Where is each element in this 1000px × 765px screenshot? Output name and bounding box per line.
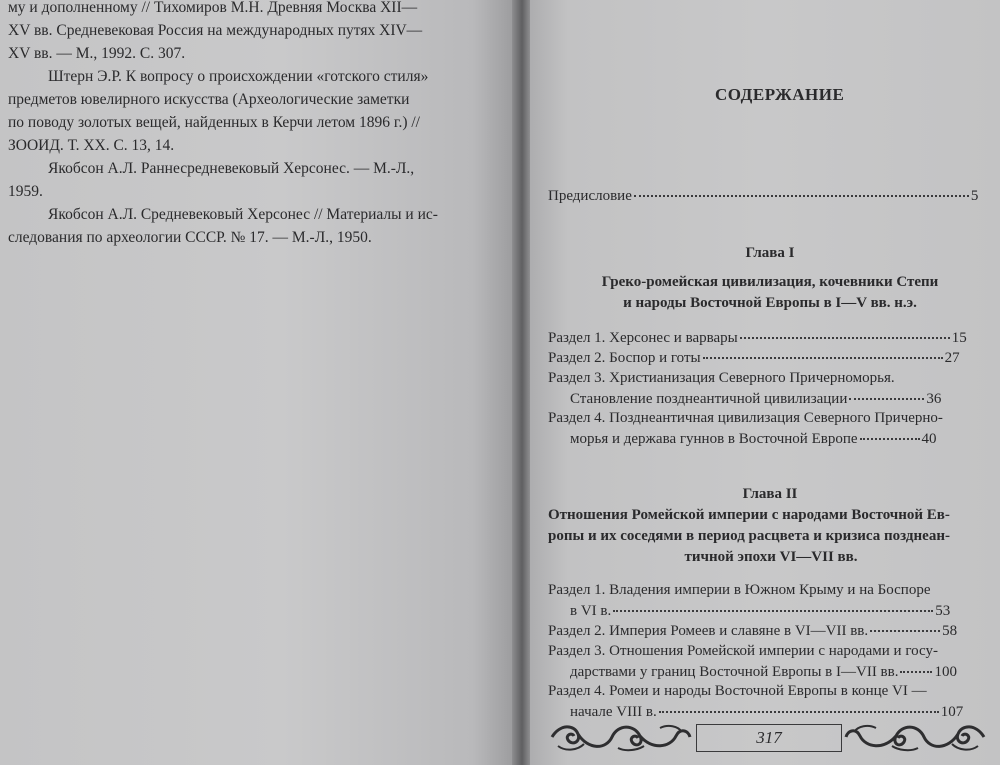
toc-row-page: 5 bbox=[970, 188, 979, 204]
toc-row-label: Предисловие bbox=[548, 188, 632, 204]
chapter-2-title-line: тичной эпохи VI—VII вв. bbox=[684, 549, 858, 565]
toc-row-page: 36 bbox=[926, 391, 942, 407]
toc-row-label: Раздел 3. Христианизация Северного Причерноморья. bbox=[548, 370, 895, 386]
leader-dots bbox=[900, 671, 932, 673]
chapter-2-label: Глава II bbox=[742, 486, 798, 502]
bibliography-line: предметов ювелирного искусства (Археологические заметки bbox=[8, 91, 410, 108]
leader-dots bbox=[740, 337, 950, 339]
bibliography-line: по поводу золотых вещей, найденных в Керчи летом 1896 г.) // bbox=[8, 114, 420, 131]
toc-row-label: Раздел 4. Ромеи и народы Восточной Европы в конце VI — bbox=[548, 683, 927, 699]
toc-row-label-cont: в VI в. bbox=[570, 603, 612, 619]
toc-row[interactable] bbox=[548, 368, 998, 410]
toc-row-label: Раздел 2. Боспор и готы bbox=[548, 350, 701, 366]
toc-row-page: 58 bbox=[942, 623, 958, 639]
toc-row[interactable] bbox=[548, 641, 998, 683]
chapter-2-title-line: ропы и их соседями в период расцвета и кризиса позднеан- bbox=[548, 528, 950, 544]
toc-row-label: Раздел 1. Владения империи в Южном Крыму и на Боспоре bbox=[548, 582, 931, 598]
bibliography-line: XV вв. Средневековая Россия на международных путях XIV— bbox=[8, 22, 423, 39]
toc-row-label-cont: Становление позднеантичной цивилизации bbox=[570, 391, 848, 407]
toc-row-label: Раздел 1. Херсонес и варвары bbox=[548, 330, 738, 346]
leader-dots bbox=[613, 610, 933, 612]
scroll-ornament-right bbox=[843, 722, 988, 752]
leader-dots bbox=[870, 630, 940, 632]
toc-row-page: 107 bbox=[940, 704, 964, 720]
chapter-1-title bbox=[550, 272, 990, 314]
toc-row-page: 15 bbox=[951, 330, 967, 346]
toc-row-page: 40 bbox=[921, 431, 937, 447]
toc-row-label-cont: дарствами у границ Восточной Европы в I—VII вв. bbox=[570, 664, 899, 680]
book-gutter bbox=[512, 0, 532, 765]
toc-row[interactable] bbox=[548, 621, 998, 642]
toc-row-label: Раздел 3. Отношения Ромейской империи с народами и госу- bbox=[548, 643, 938, 659]
page-footer bbox=[548, 718, 988, 758]
toc-title: СОДЕРЖАНИЕ bbox=[715, 85, 845, 104]
toc-row[interactable] bbox=[548, 580, 998, 622]
bibliography-line: Штерн Э.Р. К вопросу о происхождении «готского стиля» bbox=[48, 68, 429, 85]
toc-row[interactable] bbox=[548, 408, 998, 450]
toc-row[interactable] bbox=[548, 681, 998, 723]
toc-row-label: Раздел 4. Позднеантичная цивилизация Северного Причерно- bbox=[548, 410, 943, 426]
toc-row-page: 53 bbox=[935, 603, 951, 619]
toc-row[interactable] bbox=[548, 348, 998, 369]
page-number: 317 bbox=[696, 724, 842, 752]
leader-dots bbox=[849, 398, 924, 400]
chapter-2-title bbox=[548, 505, 994, 568]
toc-row[interactable] bbox=[548, 328, 998, 349]
toc-row-page: 100 bbox=[934, 664, 957, 680]
leader-dots bbox=[860, 438, 920, 440]
bibliography-line: 1959. bbox=[8, 183, 43, 200]
chapter-1-title-line: Греко-ромейская цивилизация, кочевники Степи bbox=[601, 274, 939, 290]
toc-row-preface[interactable] bbox=[548, 186, 998, 207]
toc-row-page: 27 bbox=[944, 350, 960, 366]
scroll-ornament-left bbox=[548, 722, 693, 752]
bibliography-line: му и дополненному // Тихомиров М.Н. Древняя Москва XII— bbox=[8, 0, 418, 16]
toc-row-label: Раздел 2. Империя Ромеев и славяне в VI—VII вв. bbox=[548, 623, 869, 639]
bibliography-line: следования по археологии СССР. № 17. — М.-Л., 1950. bbox=[8, 229, 372, 246]
bibliography-line: Якобсон А.Л. Средневековый Херсонес // Материалы и ис- bbox=[48, 206, 438, 223]
bibliography-line: Якобсон А.Л. Раннесредневековый Херсонес. — М.-Л., bbox=[48, 160, 415, 177]
bibliography-line: XV вв. — М., 1992. С. 307. bbox=[8, 45, 186, 62]
bibliography-text bbox=[8, 0, 468, 249]
leader-dots bbox=[703, 357, 943, 359]
leader-dots bbox=[659, 711, 939, 713]
chapter-2-title-line: Отношения Ромейской империи с народами Восточной Ев- bbox=[548, 507, 950, 523]
toc-row-label-cont: начале VIII в. bbox=[570, 704, 657, 720]
chapter-1-title-line: и народы Восточной Европы в I—V вв. н.э. bbox=[623, 295, 917, 311]
leader-dots bbox=[634, 195, 969, 197]
toc-row-label-cont: морья и держава гуннов в Восточной Европе bbox=[570, 431, 858, 447]
chapter-1-label: Глава I bbox=[745, 245, 795, 261]
bibliography-line: ЗООИД. Т. XX. С. 13, 14. bbox=[8, 137, 175, 154]
